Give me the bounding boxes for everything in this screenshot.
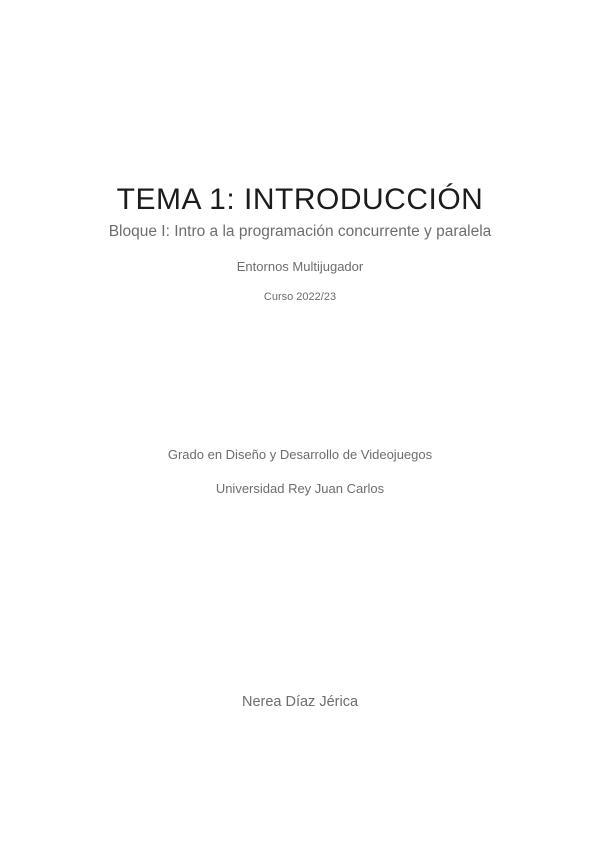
course-name: Entornos Multijugador xyxy=(236,259,364,274)
university-name: Universidad Rey Juan Carlos xyxy=(215,481,385,496)
academic-year: Curso 2022/23 xyxy=(263,291,337,303)
page-subtitle: Bloque I: Intro a la programación concurrente y paralela xyxy=(108,223,492,240)
author-name: Nerea Díaz Jérica xyxy=(241,694,359,710)
degree-name: Grado en Diseño y Desarrollo de Videojuegos xyxy=(167,447,433,462)
page-title: TEMA 1: INTRODUCCIÓN xyxy=(116,183,484,216)
